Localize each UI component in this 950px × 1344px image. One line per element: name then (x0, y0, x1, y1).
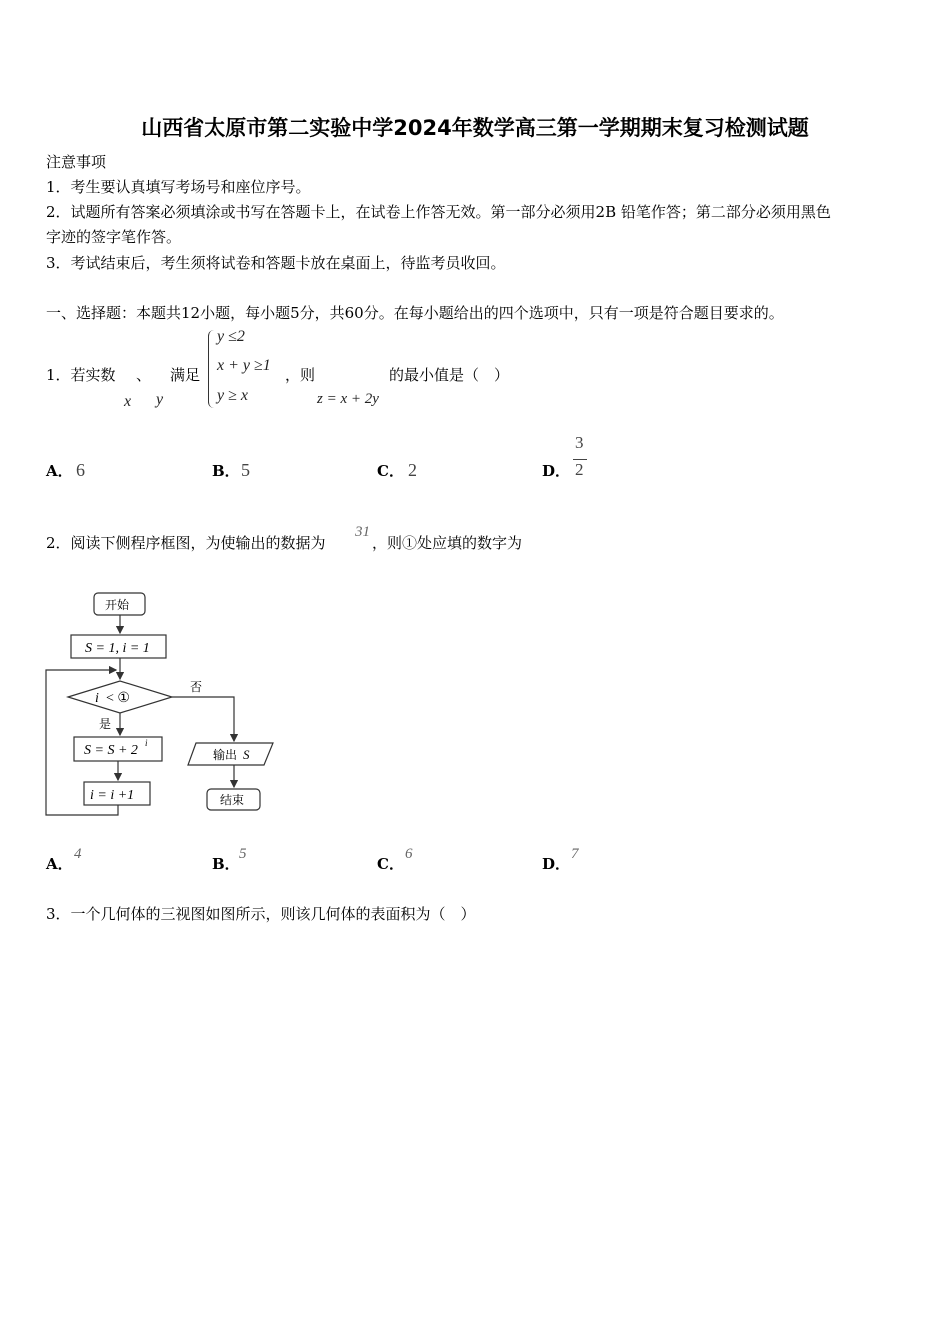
q1-satisfy: 满足 (170, 366, 201, 384)
q1-option-c-value: 2 (408, 460, 417, 480)
q1-suffix: 的最小值是（ ） (389, 366, 510, 384)
exam-title: 山西省太原市第二实验中学2024年数学高三第一学期期末复习检测试题 (141, 116, 809, 140)
flow-init-label: S = 1, i = 1 (85, 641, 150, 656)
flow-yes-label: 是 (99, 717, 112, 731)
q1-var-y: y (156, 391, 164, 408)
q1-option-d-label: D． (542, 462, 571, 480)
q1-option-b-value: 5 (241, 460, 250, 480)
notice-item-2: 2．试题所有答案必须填涂或书写在答题卡上，在试卷上作答无效。第一部分必须用2B 铅笔作答；第二部分必须用黑色 (46, 203, 831, 221)
q1-option-b-label: B． (212, 462, 240, 480)
q2-option-a-label: A． (46, 855, 73, 873)
q2-option-b-value: 5 (239, 846, 247, 862)
q2-output-value: 31 (355, 524, 370, 540)
q1-constraint-2: x + y ≥1 (217, 357, 271, 374)
q1-option-c-label: C． (377, 462, 404, 480)
flow-update-s-exponent: i (145, 738, 148, 748)
flowchart (0, 580, 320, 830)
q1-option-a-value: 6 (76, 460, 85, 480)
q2-option-a-value: 4 (74, 846, 82, 862)
q1-option-a-label: A． (46, 462, 73, 480)
flow-cond-label: < ① (106, 691, 130, 706)
q2-option-d-value: 7 (571, 846, 579, 862)
constraint-brace (208, 330, 215, 408)
q1-objective: z = x + 2y (317, 391, 379, 407)
q1-constraint-3: y ≥ x (217, 387, 248, 404)
flow-output-label: 输出 (213, 748, 238, 762)
flow-start-label: 开始 (105, 598, 130, 612)
q2-option-d-label: D． (542, 855, 571, 873)
q1-separator: 、 (136, 366, 152, 384)
flow-no-label: 否 (190, 680, 203, 694)
q2-option-c-label: C． (377, 855, 404, 873)
q2-text-2: ，则①处应填的数字为 (372, 534, 523, 552)
q1-option-d-numerator: 3 (575, 433, 584, 452)
flow-cond-var: i (95, 691, 99, 706)
q1-then: ，则 (285, 366, 316, 384)
q1-constraint-1: y ≤2 (217, 328, 245, 345)
flow-end-label: 结束 (220, 793, 245, 807)
q3-text: 3．一个几何体的三视图如图所示，则该几何体的表面积为（ ） (46, 905, 476, 923)
q1-prefix: 1．若实数 (46, 366, 116, 384)
flow-update-i-label: i = i +1 (90, 788, 135, 803)
notice-item-2-cont: 字迹的签字笔作答。 (46, 228, 182, 246)
q2-text: 2．阅读下侧程序框图，为使输出的数据为 (46, 534, 326, 552)
q2-option-c-value: 6 (405, 846, 413, 862)
flow-output-var: S (243, 747, 250, 762)
notice-heading: 注意事项 (46, 153, 107, 171)
q2-option-b-label: B． (212, 855, 240, 873)
notice-item-3: 3．考试结束后，考生须将试卷和答题卡放在桌面上，待监考员收回。 (46, 254, 506, 272)
q1-option-d-denominator: 2 (575, 460, 584, 479)
q1-var-x: x (124, 393, 132, 410)
notice-item-1: 1．考生要认真填写考场号和座位序号。 (46, 178, 311, 196)
section-1-heading: 一、选择题：本题共12小题，每小题5分，共60分。在每小题给出的四个选项中，只有一项是符合题目要求的。 (46, 304, 784, 322)
flow-update-s-label: S = S + 2 (84, 743, 138, 758)
